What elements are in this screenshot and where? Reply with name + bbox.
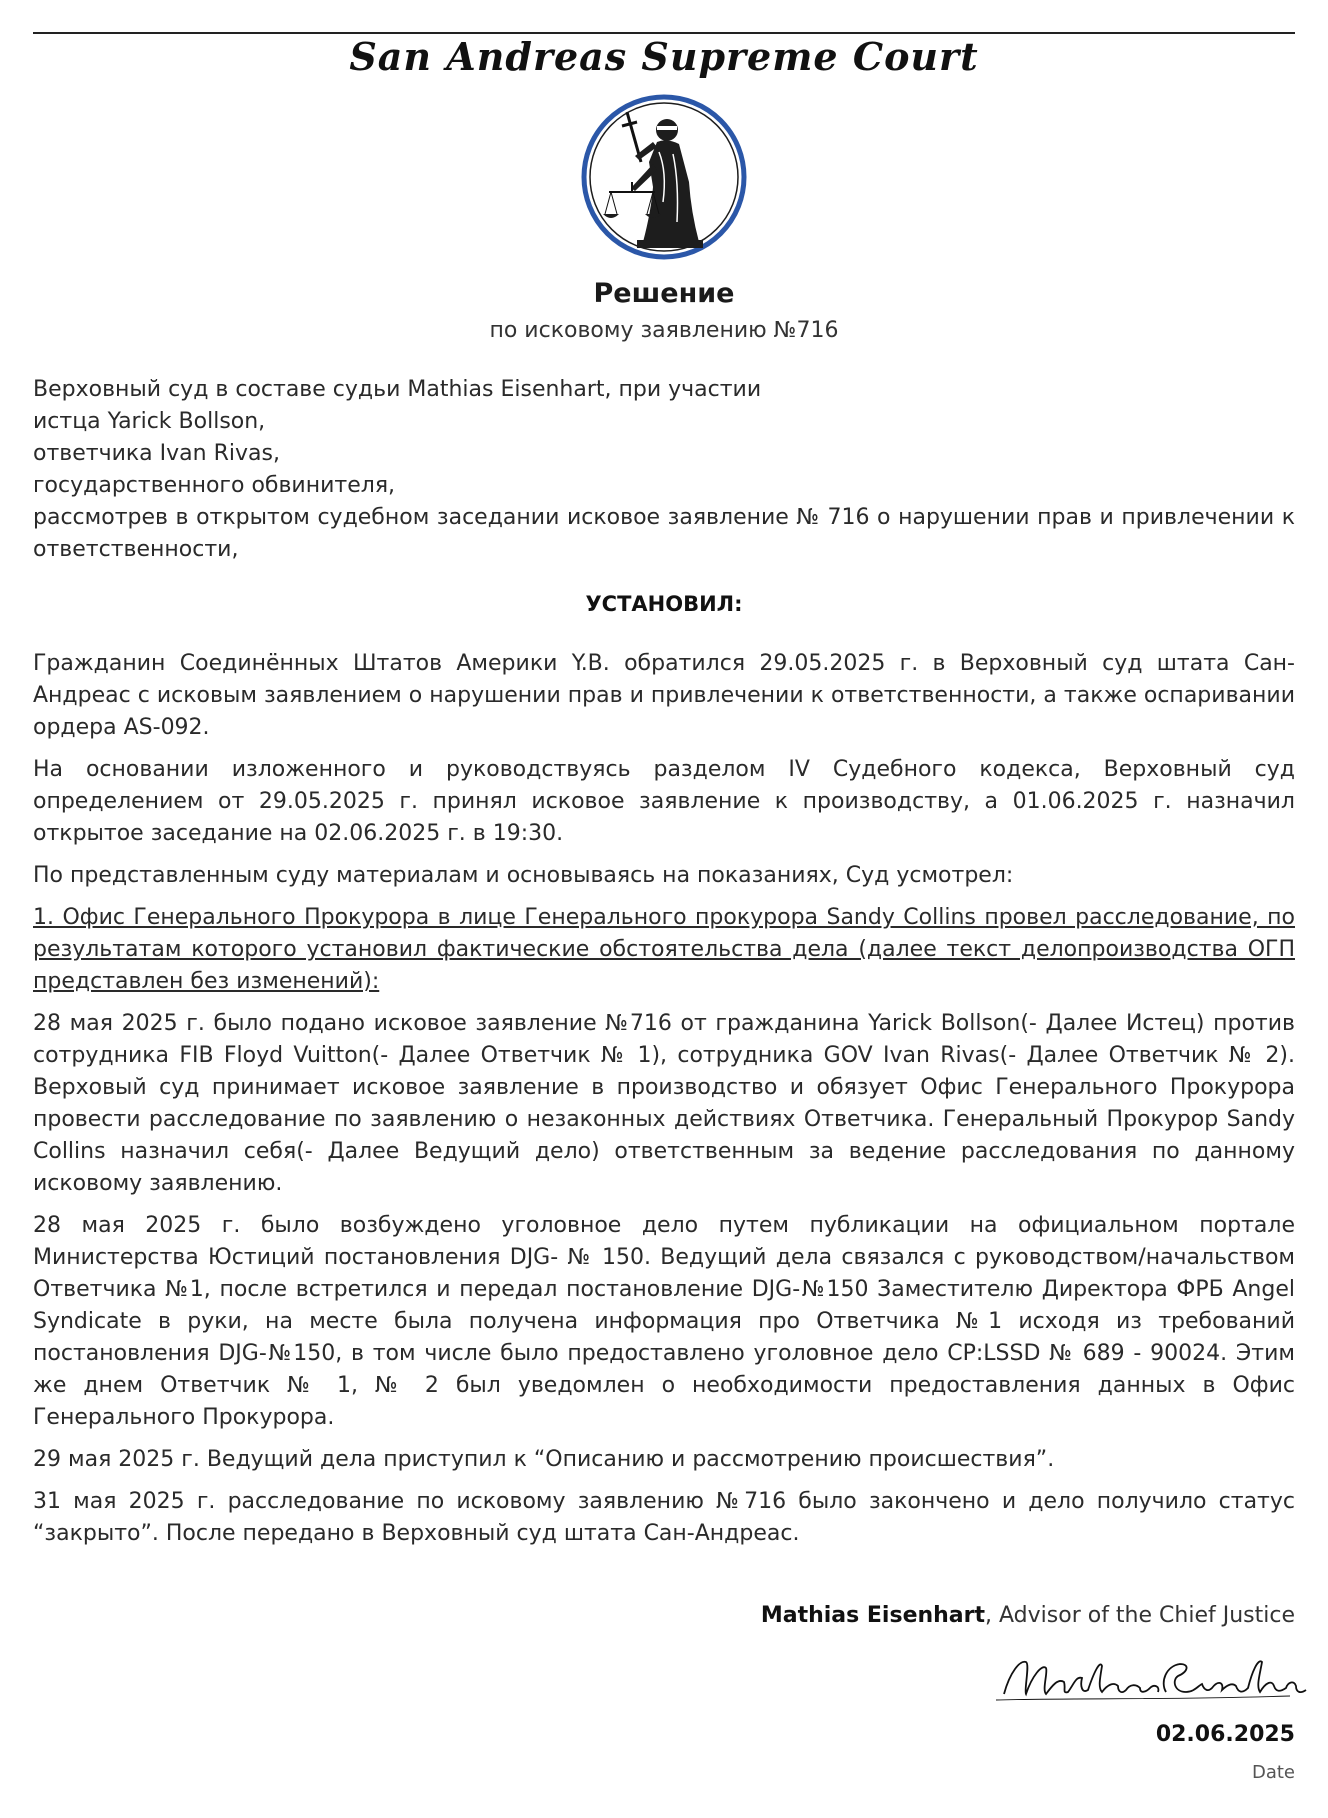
signatory-role: , Advisor of the Chief Justice xyxy=(985,1603,1295,1628)
section-heading: УСТАНОВИЛ: xyxy=(585,592,743,616)
paragraph: На основании изложенного и руководствуясь разделом IV Судебного кодекса, Верховный суд определением от 29.05.2025 г. принял исковое заявление к производству, а 01.06.2025 г. назначил открытое заседание на 02.06.2025 г. в 19:30. xyxy=(33,757,1295,846)
paragraph: 28 мая 2025 г. было подано исковое заявление №716 от гражданина Yarick Bollson(- Далее Истец) против сотрудника FIB Floyd Vuitton(- Далее Ответчик № 1), сотрудника GOV Ivan Rivas(- Далее Ответчик № 2). Верховый суд принимает исковое заявление в производство и обязует Офис Генерального Прокурора провести расследование по заявлению о незаконных действиях Ответчика. Генеральный Прокурор Sandy Collins назначил себя(- Далее Ведущий дело) ответственным за ведение расследования по данному исковому заявлению. xyxy=(33,1011,1295,1196)
date-label: Date xyxy=(1251,1762,1295,1783)
intro-line: истца Yarick Bollson, xyxy=(33,409,266,434)
intro-line: Верховный суд в составе судьи Mathias Eisenhart, при участии xyxy=(33,377,762,402)
decision-title: Решение xyxy=(593,278,735,309)
decision-date: 02.06.2025 xyxy=(1155,1722,1295,1747)
justice-seal-logo xyxy=(579,92,749,262)
paragraph: 29 мая 2025 г. Ведущий дела приступил к “Описанию и рассмотрению происшествия”. xyxy=(33,1447,1055,1472)
intro-line: государственного обвинителя, xyxy=(33,473,396,498)
intro-block xyxy=(33,374,1295,566)
paragraph: 28 мая 2025 г. было возбуждено уголовное дело путем публикации на официальном портале Министерства Юстиций постановления DJG- № 150. Ведущий дела связался с руководством/начальством Ответчика №1, после встретился и передал постановление DJG-№150 Заместителю Директора ФРБ Angel Syndicate в руки, на месте была получена информация про Ответчика №1 исходя из требований постановления DJG-№150, в том числе было предоставлено уголовное дело CP:LSSD № 689 - 90024. Этим же днем Ответчик № 1, № 2 был уведомлен о необходимости предоставления данных в Офис Генерального Прокурора. xyxy=(33,1213,1295,1430)
paragraph: 31 мая 2025 г. расследование по исковому заявлению №716 было закончено и дело получило статус “закрыто”. После передано в Верховный суд штата Сан-Андреас. xyxy=(33,1489,1295,1546)
signatory-line xyxy=(761,1603,1295,1628)
paragraph: Гражданин Соединённых Штатов Америки Y.B. обратился 29.05.2025 г. в Верховный суд штата Сан-Андреас с исковым заявлением о нарушении прав и привлечении к ответственности, а также оспаривании ордера AS-092. xyxy=(33,651,1295,740)
handwritten-signature xyxy=(990,1642,1310,1714)
paragraph-underlined: 1. Офис Генерального Прокурора в лице Генерального прокурора Sandy Collins провел расследование, по результатам которого установил фактические обстоятельства дела (далее текст делопроизводства ОГП представлен без изменений): xyxy=(33,905,1295,994)
paragraph: По представленным суду материалам и основываясь на показаниях, Суд усмотрел: xyxy=(33,863,1014,888)
court-name: San Andreas Supreme Court xyxy=(349,34,979,79)
decision-subtitle: по исковому заявлению №716 xyxy=(489,318,839,343)
main-body xyxy=(33,648,1295,1560)
signatory-name: Mathias Eisenhart xyxy=(760,1603,986,1628)
intro-line: рассмотрев в открытом судебном заседании исковое заявление № 716 о нарушении прав и привлечении к ответственности, xyxy=(33,505,1295,562)
intro-line: ответчика Ivan Rivas, xyxy=(33,441,280,466)
